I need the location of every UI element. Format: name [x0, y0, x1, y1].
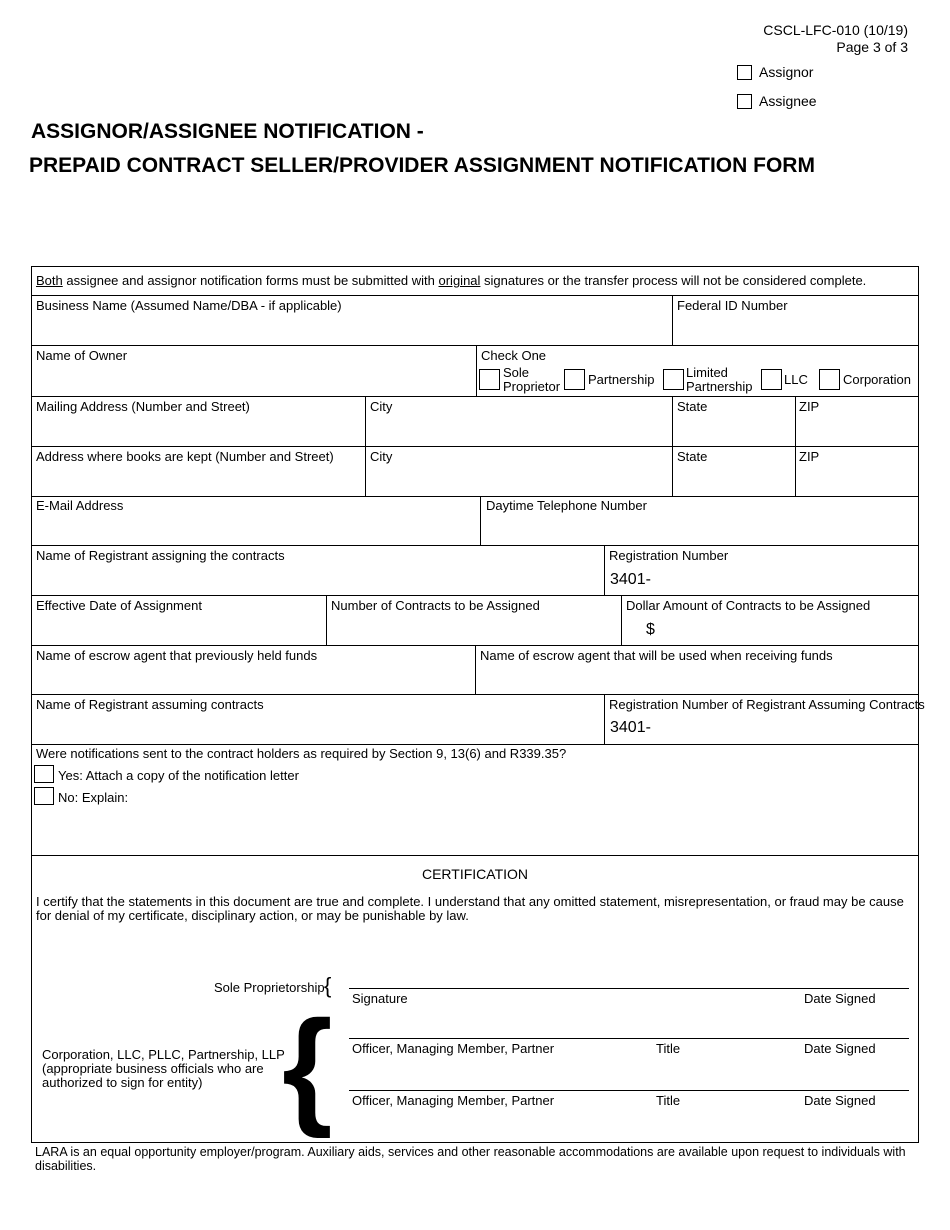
assignee-label: Assignee: [759, 93, 817, 109]
corporation-label: Corporation: [843, 372, 911, 387]
form-title-line2: PREPAID CONTRACT SELLER/PROVIDER ASSIGNMENT NOTIFICATION FORM: [29, 154, 815, 177]
registrant-assuming-label: Name of Registrant assuming contracts: [36, 697, 264, 712]
business-name-label: Business Name (Assumed Name/DBA - if applicable): [36, 298, 342, 313]
escrow-prev-label: Name of escrow agent that previously held funds: [36, 648, 318, 663]
officer-label-2: Officer, Managing Member, Partner: [352, 1093, 555, 1108]
notification-yes-label: Yes: Attach a copy of the notification letter: [58, 768, 299, 783]
mailing-address-label: Mailing Address (Number and Street): [36, 399, 250, 414]
partnership-label: Partnership: [588, 372, 655, 387]
notification-no-checkbox[interactable]: [34, 787, 54, 805]
page-number: Page 3 of 3: [836, 39, 908, 55]
notification-no-label: No: Explain:: [58, 790, 129, 805]
signature-line[interactable]: [349, 988, 909, 989]
title-label-2: Title: [656, 1093, 681, 1108]
corporation-signers-label: Corporation, LLC, PLLC, Partnership, LLP (appropriate business officials who are authorized to sign for entity): [42, 1047, 285, 1090]
dollar-sign: $: [646, 621, 655, 638]
corporation-brace-icon: {: [282, 993, 333, 1139]
notification-question: Were notifications sent to the contract holders as required by Section 9, 13(6) and R339.35?: [36, 746, 567, 761]
federal-id-label: Federal ID Number: [677, 298, 788, 313]
sole-proprietor-checkbox[interactable]: [479, 369, 500, 390]
sole-proprietorship-label: Sole Proprietorship: [214, 980, 325, 995]
mailing-state-label: State: [677, 399, 708, 414]
check-one-label: Check One: [481, 348, 547, 363]
officer-signature-line-2[interactable]: [349, 1090, 909, 1091]
email-label: E-Mail Address: [36, 498, 124, 513]
certification-heading: CERTIFICATION: [421, 866, 529, 882]
escrow-new-label: Name of escrow agent that will be used when receiving funds: [480, 648, 833, 663]
assignor-checkbox[interactable]: [737, 65, 752, 80]
num-contracts-label: Number of Contracts to be Assigned: [331, 598, 540, 613]
date-signed-label-3: Date Signed: [804, 1093, 876, 1108]
phone-label: Daytime Telephone Number: [486, 498, 647, 513]
assignee-checkbox[interactable]: [737, 94, 752, 109]
registration-assuming-prefix: 3401-: [610, 719, 651, 736]
registrant-assigning-label: Name of Registrant assigning the contracts: [36, 548, 285, 563]
books-address-label: Address where books are kept (Number and Street): [36, 449, 334, 464]
registration-assuming-label: Registration Number of Registrant Assuming Contracts: [609, 697, 925, 712]
officer-label-1: Officer, Managing Member, Partner: [352, 1041, 555, 1056]
date-signed-label-2: Date Signed: [804, 1041, 876, 1056]
books-city-label: City: [370, 449, 393, 464]
registration-number-label: Registration Number: [609, 548, 729, 563]
form-frame: [31, 266, 925, 1143]
footer-disclaimer: LARA is an equal opportunity employer/program. Auxiliary aids, services and other reasonable accommodations are available upon request to individuals with disabilities.: [35, 1145, 906, 1173]
notice-text: Both assignee and assignor notification forms must be submitted with original signatures or the transfer process will not be considered complete.: [36, 273, 867, 288]
llc-checkbox[interactable]: [761, 369, 782, 390]
form-code: CSCL-LFC-010 (10/19): [763, 22, 908, 38]
certification-statement: I certify that the statements in this document are true and complete. I understand that any omitted statement, misrepresentation, or fraud may be cause for denial of my certificate, disciplinary action, or may be punishable by law.: [36, 894, 904, 923]
registration-number-prefix: 3401-: [610, 571, 651, 588]
books-state-label: State: [677, 449, 708, 464]
dollar-amount-label: Dollar Amount of Contracts to be Assigned: [626, 598, 871, 613]
notification-yes-checkbox[interactable]: [34, 765, 54, 783]
title-label-1: Title: [656, 1041, 681, 1056]
owner-name-label: Name of Owner: [36, 348, 128, 363]
limited-partnership-label: Limited Partnership: [686, 365, 753, 394]
partnership-checkbox[interactable]: [564, 369, 585, 390]
books-zip-label: ZIP: [799, 449, 820, 464]
sole-brace-icon: {: [324, 973, 332, 998]
llc-label: LLC: [784, 372, 808, 387]
effective-date-label: Effective Date of Assignment: [36, 598, 202, 613]
mailing-zip-label: ZIP: [799, 399, 820, 414]
officer-signature-line-1[interactable]: [349, 1038, 909, 1039]
limited-partnership-checkbox[interactable]: [663, 369, 684, 390]
mailing-city-label: City: [370, 399, 393, 414]
corporation-checkbox[interactable]: [819, 369, 840, 390]
assignor-label: Assignor: [759, 64, 814, 80]
form-title-line1: ASSIGNOR/ASSIGNEE NOTIFICATION -: [31, 120, 424, 143]
sole-proprietor-label: Sole Proprietor: [503, 365, 561, 394]
signature-label: Signature: [352, 991, 408, 1006]
date-signed-label-1: Date Signed: [804, 991, 876, 1006]
